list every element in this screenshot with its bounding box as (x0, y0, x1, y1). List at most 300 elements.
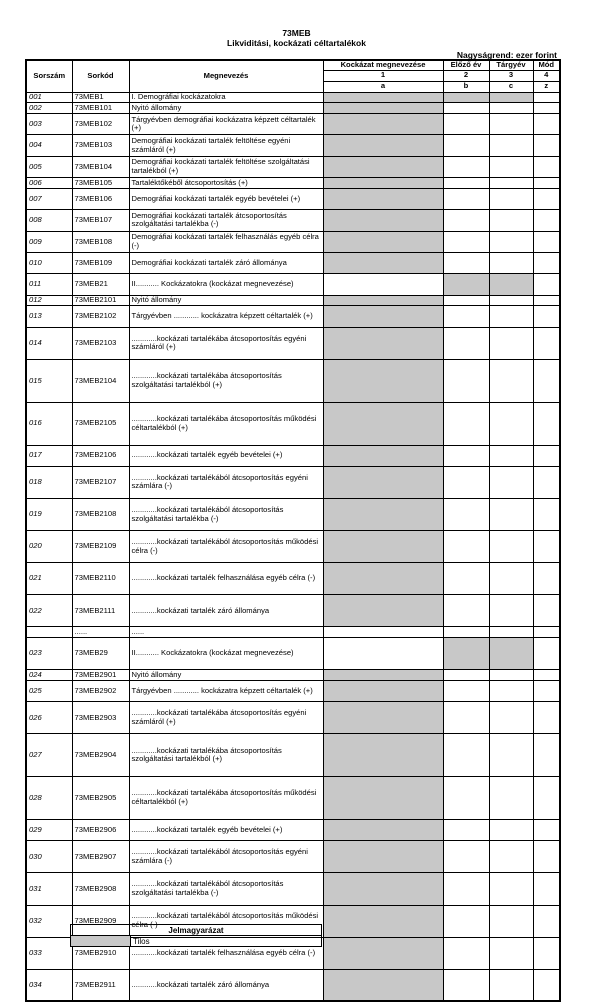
row-sorszam: 026 (26, 702, 72, 734)
cell-mod-input[interactable] (533, 113, 560, 134)
cell-targyev-input[interactable] (489, 113, 533, 134)
cell-kockazat-forbidden (323, 306, 443, 327)
cell-kockazat-forbidden (323, 466, 443, 498)
row-sorszam: 004 (26, 135, 72, 156)
legend-title: Jelmagyarázat (71, 925, 322, 936)
row-megnevezes: Nyitó állomány (129, 670, 323, 681)
cell-elozo-ev-input[interactable] (443, 969, 489, 1001)
row-sorszam: 008 (26, 210, 72, 231)
cell-kockazat-forbidden (323, 905, 443, 937)
cell-mod-input[interactable] (533, 466, 560, 498)
cell-mod-input[interactable] (533, 969, 560, 1001)
row-sorkod: 73MEB102 (72, 113, 129, 134)
cell-mod-input[interactable] (533, 702, 560, 734)
cell-elozo-ev-input[interactable] (443, 819, 489, 840)
cell-mod-input[interactable] (533, 531, 560, 563)
cell-elozo-ev-input[interactable] (443, 627, 489, 638)
table-row (26, 841, 560, 873)
table-row (26, 627, 560, 638)
cell-elozo-ev-input[interactable] (443, 135, 489, 156)
legend-label-tilos: Tilos (131, 936, 322, 947)
header-sorszam: Sorszám (26, 60, 72, 92)
table-row (26, 306, 560, 327)
cell-targyev-input[interactable] (489, 359, 533, 402)
row-megnevezes: ............kockázati tartalékából átcsoportosítás működési célra (-) (129, 531, 323, 563)
row-megnevezes: ............kockázati tartalék egyéb bevételei (+) (129, 819, 323, 840)
row-sorszam: 002 (26, 103, 72, 114)
row-megnevezes: Demográfiai kockázati tartalék átcsoportosítás szolgáltatási tartalékba (-) (129, 210, 323, 231)
row-megnevezes: Tárgyévben ............ kockázatra képzett céltartalék (+) (129, 306, 323, 327)
row-sorkod: 73MEB2101 (72, 295, 129, 306)
cell-mod-input[interactable] (533, 819, 560, 840)
header-letter-z: z (533, 81, 560, 92)
cell-elozo-ev-input[interactable] (443, 359, 489, 402)
cell-kockazat-forbidden (323, 734, 443, 777)
cell-targyev-input[interactable] (489, 253, 533, 274)
table-row (26, 113, 560, 134)
row-sorkod: 73MEB1 (72, 92, 129, 103)
row-megnevezes: ............kockázati tartalék egyéb bevételei (+) (129, 445, 323, 466)
row-sorszam: 018 (26, 466, 72, 498)
row-megnevezes: Nyitó állomány (129, 103, 323, 114)
cell-targyev-input[interactable] (489, 777, 533, 820)
row-sorszam: 010 (26, 253, 72, 274)
row-sorkod: 73MEB103 (72, 135, 129, 156)
header-letter-c: c (489, 81, 533, 92)
cell-mod-input[interactable] (533, 274, 560, 295)
row-sorszam: 011 (26, 274, 72, 295)
row-sorkod: 73MEB2111 (72, 595, 129, 627)
cell-mod-input[interactable] (533, 295, 560, 306)
cell-mod-input[interactable] (533, 841, 560, 873)
cell-targyev-input[interactable] (489, 466, 533, 498)
cell-targyev-input[interactable] (489, 595, 533, 627)
cell-mod-input[interactable] (533, 937, 560, 969)
row-sorszam: 034 (26, 969, 72, 1001)
cell-elozo-ev-input[interactable] (443, 670, 489, 681)
row-sorszam: 012 (26, 295, 72, 306)
cell-targyev-forbidden (489, 92, 533, 103)
cell-mod-input[interactable] (533, 359, 560, 402)
row-sorszam: 022 (26, 595, 72, 627)
cell-mod-input[interactable] (533, 445, 560, 466)
cell-mod-input[interactable] (533, 92, 560, 103)
row-megnevezes: Nyitó állomány (129, 295, 323, 306)
cell-kockazat-forbidden (323, 499, 443, 531)
row-sorkod: 73MEB105 (72, 178, 129, 189)
row-sorkod: 73MEB2108 (72, 499, 129, 531)
cell-mod-input[interactable] (533, 210, 560, 231)
cell-targyev-forbidden (489, 638, 533, 670)
cell-kockazat-forbidden (323, 253, 443, 274)
row-megnevezes: ............kockázati tartalékából átcsoportosítás működési célra (-) (129, 905, 323, 937)
row-sorszam: 019 (26, 499, 72, 531)
cell-mod-input[interactable] (533, 306, 560, 327)
table-row (26, 777, 560, 820)
cell-mod-input[interactable] (533, 680, 560, 701)
row-sorkod: 73MEB2908 (72, 873, 129, 905)
row-sorkod: 73MEB2902 (72, 680, 129, 701)
row-sorszam: 003 (26, 113, 72, 134)
header-mod: Mód (533, 60, 560, 70)
row-sorszam (26, 627, 72, 638)
cell-targyev-input[interactable] (489, 306, 533, 327)
table-row (26, 531, 560, 563)
cell-targyev-forbidden (489, 274, 533, 295)
cell-targyev-input[interactable] (489, 103, 533, 114)
row-megnevezes: Tárgyévben demográfiai kockázatra képzett céltartalék (+) (129, 113, 323, 134)
cell-kockazat-forbidden (323, 295, 443, 306)
form-subtitle: Likviditási, kockázati céltartalékok (227, 38, 366, 48)
header-num-2: 2 (443, 70, 489, 81)
row-megnevezes: ............kockázati tartalékába átcsoportosítás szolgáltatási tartalékból (+) (129, 734, 323, 777)
row-sorszam: 015 (26, 359, 72, 402)
cell-kockazat-forbidden (323, 670, 443, 681)
cell-mod-input[interactable] (533, 499, 560, 531)
cell-kockazat-forbidden (323, 402, 443, 445)
table-row (26, 499, 560, 531)
cell-mod-input[interactable] (533, 402, 560, 445)
row-megnevezes: Demográfiai kockázati tartalék felhasználás egyéb célra (-) (129, 231, 323, 252)
legend-swatch-gray (71, 936, 131, 947)
cell-elozo-ev-forbidden (443, 638, 489, 670)
cell-mod-input[interactable] (533, 135, 560, 156)
cell-kockazat-forbidden (323, 445, 443, 466)
header-num-1: 1 (323, 70, 443, 81)
row-sorkod: 73MEB106 (72, 188, 129, 209)
cell-targyev-input[interactable] (489, 178, 533, 189)
row-sorkod: 73MEB2103 (72, 327, 129, 359)
legend (70, 924, 322, 947)
table-row (26, 92, 560, 103)
row-sorszam: 021 (26, 563, 72, 595)
cell-elozo-ev-input[interactable] (443, 873, 489, 905)
cell-targyev-input[interactable] (489, 188, 533, 209)
table-row (26, 734, 560, 777)
header-letter-b: b (443, 81, 489, 92)
row-megnevezes: Demográfiai kockázati tartalék záró állománya (129, 253, 323, 274)
row-sorkod: 73MEB2104 (72, 359, 129, 402)
row-megnevezes: ............kockázati tartalékából átcsoportosítás egyéni számlára (-) (129, 466, 323, 498)
cell-elozo-ev-input[interactable] (443, 531, 489, 563)
row-megnevezes: Demográfiai kockázati tartalék feltöltése szolgáltatási tartalékból (+) (129, 156, 323, 177)
row-megnevezes: ...... (129, 627, 323, 638)
row-megnevezes: ............kockázati tartalékába átcsoportosítás egyéni számláról (+) (129, 327, 323, 359)
table-row (26, 156, 560, 177)
cell-elozo-ev-input[interactable] (443, 306, 489, 327)
cell-elozo-ev-input[interactable] (443, 445, 489, 466)
row-sorszam: 024 (26, 670, 72, 681)
cell-elozo-ev-input[interactable] (443, 402, 489, 445)
row-sorkod: 73MEB2911 (72, 969, 129, 1001)
row-sorszam: 016 (26, 402, 72, 445)
table-row (26, 274, 560, 295)
cell-mod-input[interactable] (533, 231, 560, 252)
row-megnevezes: ............kockázati tartalékába átcsoportosítás működési céltartalékból (+) (129, 402, 323, 445)
cell-mod-input[interactable] (533, 178, 560, 189)
row-sorszam: 007 (26, 188, 72, 209)
cell-kockazat-input[interactable] (323, 638, 443, 670)
cell-kockazat-input[interactable] (323, 274, 443, 295)
cell-kockazat-forbidden (323, 937, 443, 969)
row-sorkod: 73MEB2905 (72, 777, 129, 820)
table-row (26, 680, 560, 701)
row-sorszam: 031 (26, 873, 72, 905)
cell-kockazat-forbidden (323, 188, 443, 209)
row-megnevezes: ............kockázati tartalékából átcsoportosítás szolgáltatási tartalékba (-) (129, 873, 323, 905)
cell-elozo-ev-forbidden (443, 274, 489, 295)
cell-mod-input[interactable] (533, 777, 560, 820)
cell-mod-input[interactable] (533, 595, 560, 627)
cell-kockazat-forbidden (323, 359, 443, 402)
row-megnevezes: I. Demográfiai kockázatokra (129, 92, 323, 103)
row-sorszam: 025 (26, 680, 72, 701)
cell-kockazat-forbidden (323, 113, 443, 134)
cell-targyev-input[interactable] (489, 499, 533, 531)
cell-mod-input[interactable] (533, 253, 560, 274)
cell-targyev-input[interactable] (489, 905, 533, 937)
cell-elozo-ev-input[interactable] (443, 113, 489, 134)
cell-elozo-ev-input[interactable] (443, 178, 489, 189)
cell-elozo-ev-input[interactable] (443, 595, 489, 627)
header-targyev: Tárgyév (489, 60, 533, 70)
cell-elozo-ev-input[interactable] (443, 841, 489, 873)
table-row (26, 819, 560, 840)
table-row (26, 969, 560, 1001)
row-sorszam: 023 (26, 638, 72, 670)
table-row (26, 359, 560, 402)
row-sorkod: 73MEB2903 (72, 702, 129, 734)
row-sorkod: 73MEB2901 (72, 670, 129, 681)
cell-targyev-input[interactable] (489, 231, 533, 252)
row-megnevezes: Demográfiai kockázati tartalék egyéb bevételei (+) (129, 188, 323, 209)
cell-targyev-input[interactable] (489, 969, 533, 1001)
cell-elozo-ev-input[interactable] (443, 777, 489, 820)
row-megnevezes: ............kockázati tartalékából átcsoportosítás szolgáltatási tartalékba (-) (129, 499, 323, 531)
row-sorszam: 006 (26, 178, 72, 189)
cell-kockazat-forbidden (323, 135, 443, 156)
cell-kockazat-forbidden (323, 563, 443, 595)
unit-note: Nagyságrend: ezer forint (456, 50, 557, 60)
header-elozo-ev: Előző év (443, 60, 489, 70)
cell-targyev-input[interactable] (489, 819, 533, 840)
row-sorkod: 73MEB2910 (72, 937, 129, 969)
row-sorszam: 028 (26, 777, 72, 820)
header-megnevezes: Megnevezés (129, 60, 323, 92)
row-sorszam: 032 (26, 905, 72, 937)
row-sorkod: 73MEB2907 (72, 841, 129, 873)
row-sorszam: 005 (26, 156, 72, 177)
cell-elozo-ev-forbidden (443, 92, 489, 103)
cell-kockazat-forbidden (323, 777, 443, 820)
row-sorszam: 013 (26, 306, 72, 327)
cell-elozo-ev-input[interactable] (443, 295, 489, 306)
cell-targyev-input[interactable] (489, 445, 533, 466)
cell-kockazat-forbidden (323, 595, 443, 627)
cell-elozo-ev-input[interactable] (443, 188, 489, 209)
cell-kockazat-forbidden (323, 231, 443, 252)
cell-mod-input[interactable] (533, 103, 560, 114)
row-megnevezes: ............kockázati tartalékába átcsoportosítás szolgáltatási tartalékból (+) (129, 359, 323, 402)
row-sorkod: 73MEB2106 (72, 445, 129, 466)
cell-kockazat-forbidden (323, 210, 443, 231)
row-sorkod: 73MEB21 (72, 274, 129, 295)
table-row (26, 327, 560, 359)
report-table (25, 59, 561, 1002)
row-sorkod: 73MEB2102 (72, 306, 129, 327)
row-sorkod: 73MEB108 (72, 231, 129, 252)
cell-kockazat-forbidden (323, 103, 443, 114)
row-sorkod: 73MEB109 (72, 253, 129, 274)
table-row (26, 188, 560, 209)
table-row (26, 466, 560, 498)
cell-kockazat-forbidden (323, 841, 443, 873)
row-sorszam: 001 (26, 92, 72, 103)
cell-kockazat-forbidden (323, 92, 443, 103)
row-megnevezes: Tartaléktőkéből átcsoportosítás (+) (129, 178, 323, 189)
row-sorszam: 017 (26, 445, 72, 466)
row-sorkod: 73MEB2105 (72, 402, 129, 445)
cell-mod-input[interactable] (533, 188, 560, 209)
table-row (26, 295, 560, 306)
header-kockazat: Kockázat megnevezése (323, 60, 443, 70)
cell-kockazat-forbidden (323, 156, 443, 177)
table-row (26, 103, 560, 114)
row-sorkod: ...... (72, 627, 129, 638)
cell-mod-input[interactable] (533, 873, 560, 905)
table-row (26, 402, 560, 445)
row-sorkod: 73MEB29 (72, 638, 129, 670)
row-sorszam: 030 (26, 841, 72, 873)
cell-mod-input[interactable] (533, 563, 560, 595)
table-row (26, 638, 560, 670)
table-row (26, 595, 560, 627)
row-megnevezes: II........... Kockázatokra (kockázat megnevezése) (129, 274, 323, 295)
cell-targyev-input[interactable] (489, 841, 533, 873)
cell-targyev-input[interactable] (489, 135, 533, 156)
cell-targyev-input[interactable] (489, 402, 533, 445)
row-megnevezes: ............kockázati tartalék felhasználása egyéb célra (-) (129, 937, 323, 969)
row-megnevezes: ............kockázati tartalék felhasználása egyéb célra (-) (129, 563, 323, 595)
cell-kockazat-forbidden (323, 873, 443, 905)
row-sorkod: 73MEB2909 (72, 905, 129, 937)
header-num-4: 4 (533, 70, 560, 81)
row-sorkod: 73MEB2107 (72, 466, 129, 498)
cell-elozo-ev-input[interactable] (443, 680, 489, 701)
cell-kockazat-forbidden (323, 178, 443, 189)
row-sorkod: 73MEB2109 (72, 531, 129, 563)
cell-kockazat-forbidden (323, 969, 443, 1001)
cell-targyev-input[interactable] (489, 531, 533, 563)
cell-elozo-ev-input[interactable] (443, 734, 489, 777)
row-sorkod: 73MEB101 (72, 103, 129, 114)
form-code-title: 73MEB (282, 28, 311, 38)
cell-kockazat-forbidden (323, 531, 443, 563)
cell-elozo-ev-input[interactable] (443, 466, 489, 498)
cell-targyev-input[interactable] (489, 680, 533, 701)
row-megnevezes: ............kockázati tartalékából átcsoportosítás egyéni számlára (-) (129, 841, 323, 873)
table-body (26, 92, 560, 1001)
cell-targyev-input[interactable] (489, 210, 533, 231)
cell-targyev-input[interactable] (489, 734, 533, 777)
row-megnevezes: ............kockázati tartalék záró állománya (129, 595, 323, 627)
cell-mod-input[interactable] (533, 905, 560, 937)
row-sorkod: 73MEB107 (72, 210, 129, 231)
cell-elozo-ev-input[interactable] (443, 937, 489, 969)
cell-kockazat-forbidden (323, 702, 443, 734)
table-row (26, 702, 560, 734)
row-sorszam: 029 (26, 819, 72, 840)
cell-targyev-input[interactable] (489, 937, 533, 969)
cell-targyev-input[interactable] (489, 156, 533, 177)
row-sorkod: 73MEB2906 (72, 819, 129, 840)
row-sorkod: 73MEB2904 (72, 734, 129, 777)
row-megnevezes: ............kockázati tartalékába átcsoportosítás egyéni számláról (+) (129, 702, 323, 734)
cell-targyev-input[interactable] (489, 627, 533, 638)
row-sorszam: 014 (26, 327, 72, 359)
row-megnevezes: ............kockázati tartalék záró állománya (129, 969, 323, 1001)
cell-elozo-ev-input[interactable] (443, 253, 489, 274)
cell-mod-input[interactable] (533, 627, 560, 638)
cell-elozo-ev-input[interactable] (443, 327, 489, 359)
table-row (26, 670, 560, 681)
cell-kockazat-forbidden (323, 680, 443, 701)
row-sorkod: 73MEB2110 (72, 563, 129, 595)
header-sorkod: Sorkód (72, 60, 129, 92)
row-sorszam: 027 (26, 734, 72, 777)
cell-targyev-input[interactable] (489, 327, 533, 359)
row-sorszam: 009 (26, 231, 72, 252)
cell-mod-input[interactable] (533, 156, 560, 177)
row-sorszam: 033 (26, 937, 72, 969)
cell-elozo-ev-input[interactable] (443, 210, 489, 231)
cell-targyev-input[interactable] (489, 873, 533, 905)
cell-elozo-ev-input[interactable] (443, 702, 489, 734)
row-megnevezes: ............kockázati tartalékába átcsoportosítás működési céltartalékból (+) (129, 777, 323, 820)
cell-elozo-ev-input[interactable] (443, 231, 489, 252)
cell-mod-input[interactable] (533, 327, 560, 359)
cell-targyev-input[interactable] (489, 702, 533, 734)
table-row (26, 135, 560, 156)
cell-kockazat-forbidden (323, 327, 443, 359)
cell-kockazat-input[interactable] (323, 627, 443, 638)
cell-mod-input[interactable] (533, 670, 560, 681)
row-megnevezes: Demográfiai kockázati tartalék feltöltése egyéni számláról (+) (129, 135, 323, 156)
table-row (26, 873, 560, 905)
row-megnevezes: Tárgyévben ............ kockázatra képzett céltartalék (+) (129, 680, 323, 701)
cell-elozo-ev-input[interactable] (443, 156, 489, 177)
table-row (26, 563, 560, 595)
table-row (26, 231, 560, 252)
cell-targyev-input[interactable] (489, 563, 533, 595)
header-letter-a: a (323, 81, 443, 92)
table-row (26, 178, 560, 189)
cell-elozo-ev-input[interactable] (443, 103, 489, 114)
table-row (26, 445, 560, 466)
row-megnevezes: II........... Kockázatokra (kockázat megnevezése) (129, 638, 323, 670)
cell-elozo-ev-input[interactable] (443, 905, 489, 937)
cell-mod-input[interactable] (533, 638, 560, 670)
header-num-3: 3 (489, 70, 533, 81)
cell-kockazat-forbidden (323, 819, 443, 840)
table-row (26, 253, 560, 274)
row-sorkod: 73MEB104 (72, 156, 129, 177)
cell-targyev-input[interactable] (489, 295, 533, 306)
cell-elozo-ev-input[interactable] (443, 499, 489, 531)
cell-targyev-input[interactable] (489, 670, 533, 681)
cell-mod-input[interactable] (533, 734, 560, 777)
cell-elozo-ev-input[interactable] (443, 563, 489, 595)
